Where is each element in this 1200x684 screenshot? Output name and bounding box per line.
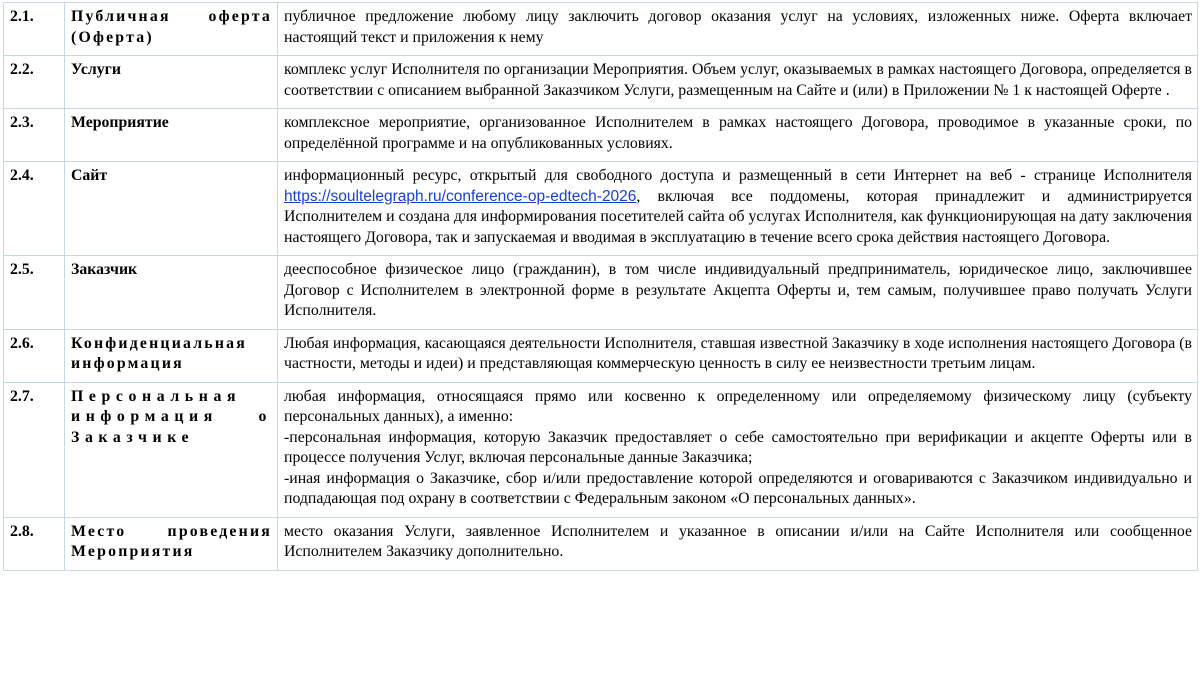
term-definition (278, 162, 1198, 256)
table-row (4, 517, 1198, 570)
definitions-table (3, 2, 1198, 571)
offer-definitions-page (3, 2, 1197, 682)
term-name: Услуги (65, 56, 278, 109)
clause-number: 2.2. (4, 56, 65, 109)
clause-number: 2.8. (4, 517, 65, 570)
term-definition (278, 382, 1198, 517)
term-name: Сайт (65, 162, 278, 256)
table-row (4, 162, 1198, 256)
site-link[interactable]: https://soultelegraph.ru/conference-op-edtech-2026 (284, 187, 637, 205)
table-row (4, 382, 1198, 517)
term-name: Конфиденциальная информация (65, 329, 278, 382)
term-definition: Любая информация, касающаяся деятельности Исполнителя, ставшая известной Заказчику в ходе исполнения настоящего Договора (в частности, методы и идеи) и представляющая коммерческую ценность в силу ее неизвестности третьим лицам. (278, 329, 1198, 382)
table-row (4, 56, 1198, 109)
term-name: Публичная оферта (Оферта) (65, 3, 278, 56)
term-definition: дееспособное физическое лицо (гражданин), в том числе индивидуальный предприниматель, юридическое лицо, заключившее Договор с Исполнителем в электронной форме в результате Акцепта Оферты и, тем самым, получившее право получать Услуги Исполнителя. (278, 256, 1198, 330)
term-definition: публичное предложение любому лицу заключить договор оказания услуг на условиях, изложенных ниже. Оферта включает настоящий текст и приложения к нему (278, 3, 1198, 56)
term-name: Персональная информация о Заказчике (65, 382, 278, 517)
definition-paragraph: -персональная информация, которую Заказчик предоставляет о себе самостоятельно при верификации и акцепте Оферты или в процессе получения Услуг, включая персональные данные Заказчика; (284, 428, 1192, 466)
clause-number: 2.3. (4, 109, 65, 162)
definition-paragraph: любая информация, относящаяся прямо или косвенно к определенному или определяемому физическому лицу (субъекту персональных данных), а именно: (284, 387, 1192, 425)
term-definition: комплексное мероприятие, организованное Исполнителем в рамках настоящего Договора, проводимое в указанные сроки, по определённой программе и на опубликованных условиях. (278, 109, 1198, 162)
definition-paragraph: -иная информация о Заказчике, сбор и/или предоставление которой определяются и оговариваются с Заказчиком индивидуально и подпадающая под охрану в соответствии с Федеральным законом «О персональных данных». (284, 469, 1192, 507)
definition-text-continued: , включая все поддомены, которая принадлежит и администрируется Исполнителем и создана для информирования посетителей сайта об услугах Исполнителя, как функционирующая на дату заключения настоящего Договора, так и запускаемая и вводимая в эксплуатацию в течение всего срока действия настоящего Договора. (284, 187, 1192, 246)
term-definition: место оказания Услуги, заявленное Исполнителем и указанное в описании и/или на Сайте Исполнителя или сообщенное Исполнителем Заказчику дополнительно. (278, 517, 1198, 570)
definition-text: информационный ресурс, открытый для свободного доступа и размещенный в сети Интернет на веб - странице Исполнителя (284, 167, 1192, 184)
clause-number: 2.1. (4, 3, 65, 56)
table-row (4, 256, 1198, 330)
term-definition: комплекс услуг Исполнителя по организации Мероприятия. Объем услуг, оказываемых в рамках настоящего Договора, определяется в соответствии с описанием выбранной Заказчиком Услуги, размещенным на Сайте и (или) в Приложении № 1 к настоящей Оферте . (278, 56, 1198, 109)
table-row (4, 329, 1198, 382)
term-name: Заказчик (65, 256, 278, 330)
clause-number: 2.7. (4, 382, 65, 517)
table-row (4, 3, 1198, 56)
table-row (4, 109, 1198, 162)
clause-number: 2.6. (4, 329, 65, 382)
term-name: Место проведения Мероприятия (65, 517, 278, 570)
clause-number: 2.5. (4, 256, 65, 330)
clause-number: 2.4. (4, 162, 65, 256)
term-name: Мероприятие (65, 109, 278, 162)
